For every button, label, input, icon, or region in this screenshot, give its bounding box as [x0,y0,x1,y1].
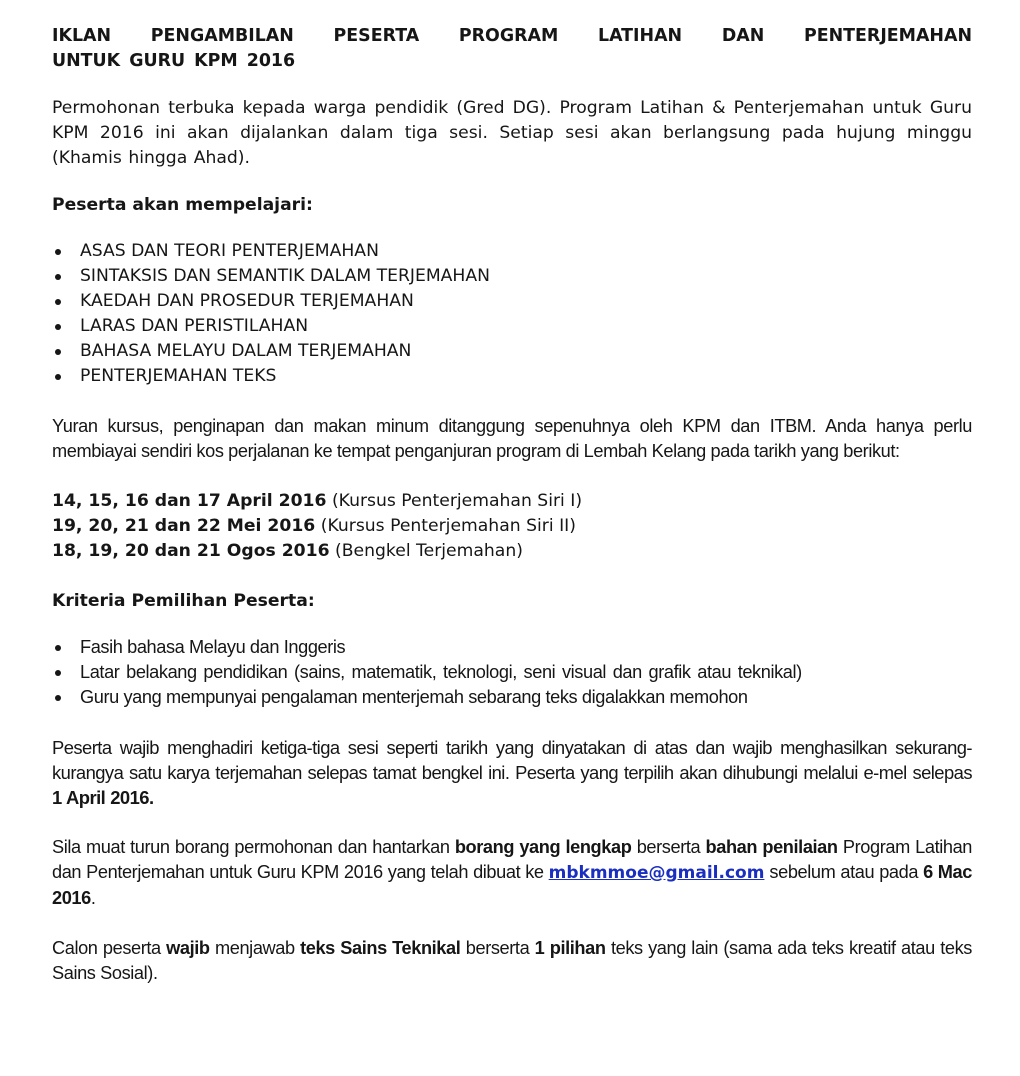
criteria-item [52,635,972,660]
bullet-icon [55,645,61,651]
bullet-icon [55,299,61,305]
requirement-paragraph [52,936,972,986]
topic-item [52,239,972,264]
deadline-date: 6 Mac 2016 [52,862,972,908]
session-name: (Kursus Penterjemahan Siri II) [320,516,576,536]
attendance-text: Peserta wajib menghadiri ketiga-tiga sesi seperti tarikh yang dinyatakan di atas dan wajib menghasilkan sekurang-kurangya satu karya terjemahan selepas tamat bengkel ini. Peserta yang terpilih akan dihubungi melalui e-mel selepas [52,737,972,783]
requirement-text-3: berserta [460,938,535,958]
topics-list [52,239,972,389]
topic-label: LARAS DAN PERISTILAHAN [80,316,309,336]
topic-label: BAHASA MELAYU DALAM TERJEMAHAN [80,341,412,361]
email-link[interactable]: mbkmmoe@gmail.com [548,863,765,883]
bullet-icon [55,695,61,701]
topic-label: KAEDAH DAN PROSEDUR TERJEMAHAN [80,291,414,311]
submission-paragraph [52,835,972,911]
submission-text-4: sebelum atau pada [764,862,924,882]
requirement-text-1: Calon peserta [52,938,167,958]
requirement-text-2: menjawab [209,938,301,958]
session-row [52,514,972,539]
criteria-label: Guru yang mempunyai pengalaman menterjemah sebarang teks digalakkan memohon [80,687,748,707]
session-dates-text: 19, 20, 21 dan 22 Mei 2016 [52,516,316,536]
fees-paragraph: Yuran kursus, penginapan dan makan minum ditanggung sepenuhnya oleh KPM dan ITBM. Anda hanya perlu membiayai sendiri kos perjalanan ke tempat penganjuran program di Lembah Kelang pada tarikh yang berikut: [52,416,972,461]
bullet-icon [55,670,61,676]
session-name: (Kursus Penterjemahan Siri I) [331,491,583,511]
topic-item [52,314,972,339]
bullet-icon [55,374,61,380]
topics-heading: Peserta akan mempelajari: [52,195,313,215]
session-dates-text: 18, 19, 20 dan 21 Ogos 2016 [52,541,330,561]
bullet-icon [55,324,61,330]
title-line-2: UNTUK GURU KPM 2016 [52,51,296,71]
topic-label: PENTERJEMAHAN TEKS [80,366,277,386]
technical-text-emphasis: teks Sains Teknikal [300,938,461,958]
topic-label: SINTAKSIS DAN SEMANTIK DALAM TERJEMAHAN [80,266,490,286]
topic-item [52,264,972,289]
submission-text-5: . [90,888,96,908]
bullet-icon [55,349,61,355]
title-line-1: IKLAN PENGAMBILAN PESERTA PROGRAM LATIHAN DAN PENTERJEMAHAN [52,26,972,46]
topic-item [52,364,972,389]
complete-form-emphasis: borang yang lengkap [454,837,632,857]
document-title [52,24,972,74]
criteria-label: Fasih bahasa Melayu dan Inggeris [80,637,346,657]
criteria-item [52,685,972,710]
intro-paragraph: Permohonan terbuka kepada warga pendidik (Gred DG). Program Latihan & Penterjemahan untuk Guru KPM 2016 ini akan dijalankan dalam tiga sesi. Setiap sesi akan berlangsung pada hujung minggu (Khamis hingga Ahad). [52,98,972,168]
submission-text-3: Program Latihan dan Penterjemahan untuk Guru KPM 2016 yang telah dibuat ke [52,837,973,882]
announcement-document [52,24,972,986]
session-row [52,539,972,564]
topic-item [52,339,972,364]
session-name: (Bengkel Terjemahan) [335,541,523,561]
criteria-label: Latar belakang pendidikan (sains, matematik, teknologi, seni visual dan grafik atau teknikal) [80,662,802,682]
assessment-material-emphasis: bahan penilaian [705,837,838,857]
criteria-heading: Kriteria Pemilihan Peserta: [52,591,315,611]
submission-text-2: berserta [631,837,706,857]
one-choice-emphasis: 1 pilihan [534,938,606,958]
session-dates [52,489,972,564]
topic-label: ASAS DAN TEORI PENTERJEMAHAN [80,241,379,261]
session-dates-text: 14, 15, 16 dan 17 April 2016 [52,491,327,511]
criteria-item [52,660,972,685]
selection-notice-date: 1 April 2016. [52,787,154,808]
submission-text-1: Sila muat turun borang permohonan dan hantarkan [52,837,455,857]
session-row [52,489,972,514]
topic-item [52,289,972,314]
attendance-paragraph [52,735,972,810]
bullet-icon [55,274,61,280]
criteria-list [52,635,972,710]
mandatory-emphasis: wajib [166,938,210,958]
bullet-icon [55,249,61,255]
requirement-text-4: teks yang lain (sama ada teks kreatif atau teks Sains Sosial). [52,938,972,983]
